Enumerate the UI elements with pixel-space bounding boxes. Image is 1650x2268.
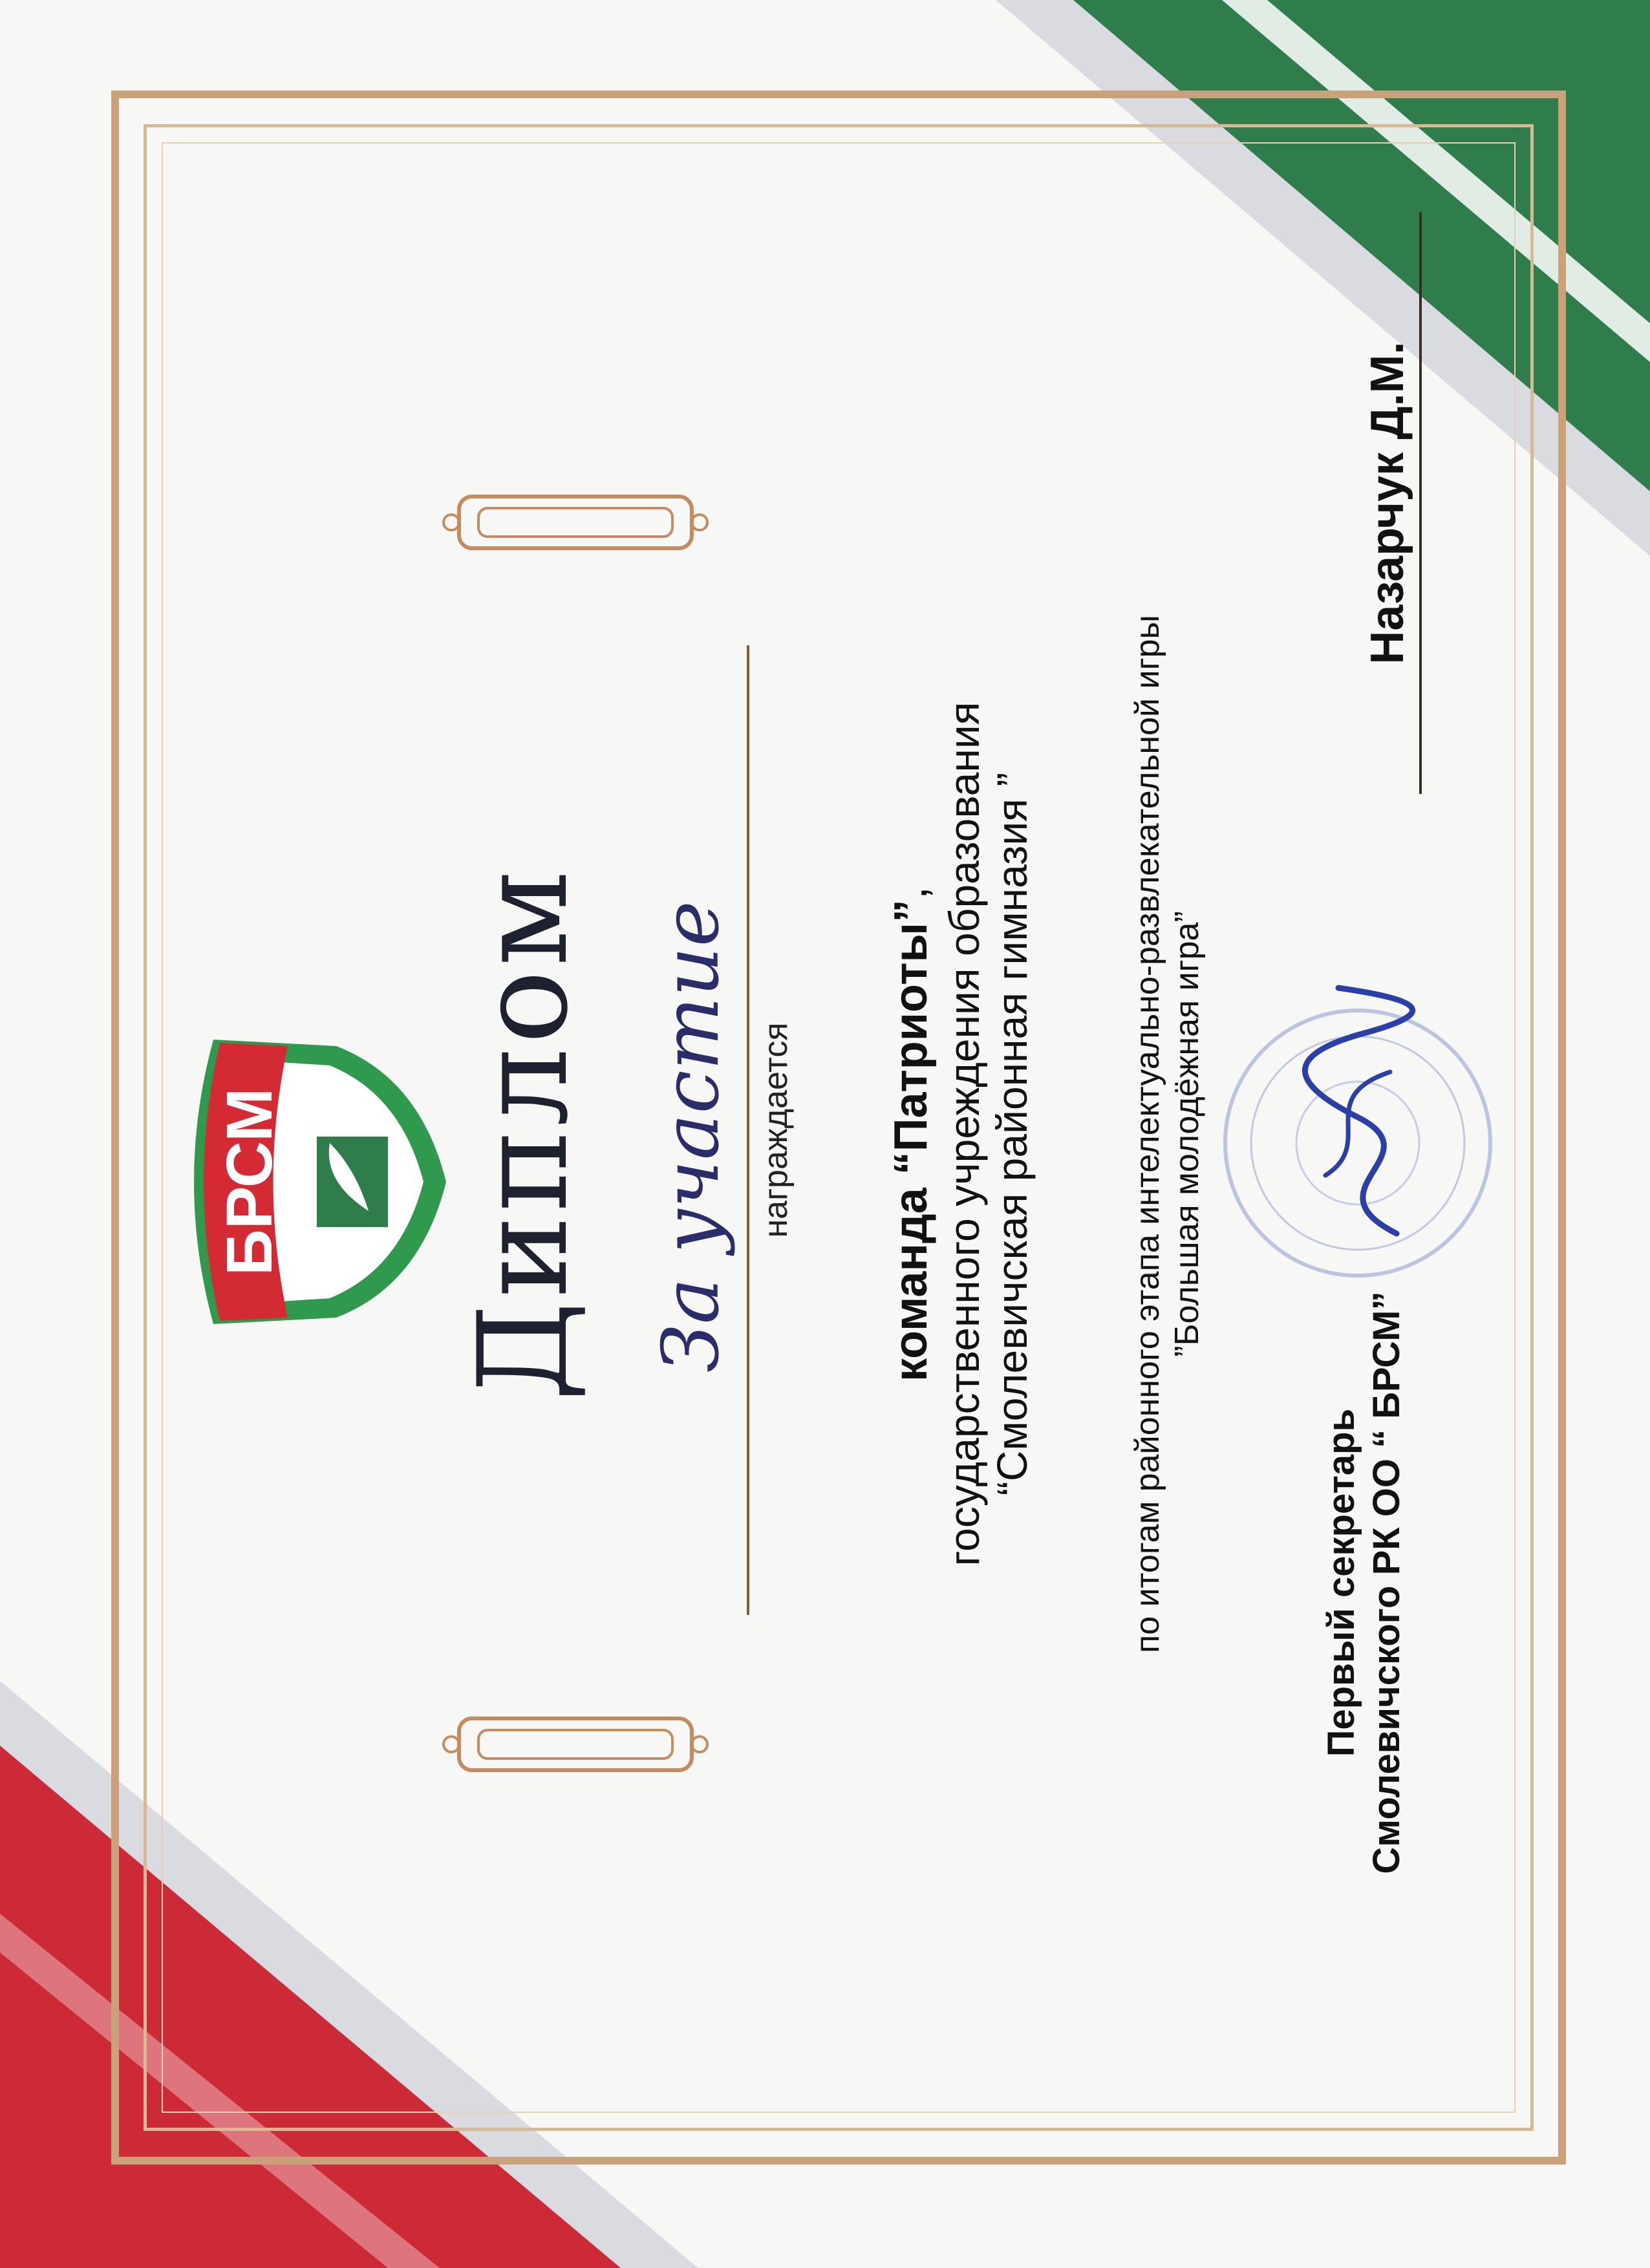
- signer-title: [1319, 1195, 1409, 1971]
- signer-underline: [1419, 212, 1422, 794]
- ornament-left: [440, 1706, 711, 1783]
- logo-text: БРСМ: [213, 1087, 286, 1276]
- signer-title-line2: Смолевичского РК ОО “ БРСМ”: [1365, 1291, 1408, 1874]
- result-text: [1128, 453, 1208, 1815]
- brsm-logo: [175, 1014, 453, 1350]
- result-line2: ”Большая молодёжная игра”: [1168, 911, 1206, 1357]
- team-line: [886, 453, 937, 1815]
- handwritten-award: За участие: [647, 901, 736, 1373]
- diploma-title: Диплом: [452, 866, 595, 1402]
- handwritten-underline: [747, 645, 749, 1615]
- institution-line1: государственного учреждения образования: [940, 701, 988, 1567]
- awarded-label: награждается: [757, 1022, 795, 1238]
- signature: [1267, 975, 1448, 1246]
- team-prefix: команда: [885, 1188, 937, 1382]
- institution-line2: “Смолевичская районная гимназия ”: [987, 772, 1036, 1496]
- signer-title-line1: Первый секретарь: [1320, 1408, 1362, 1757]
- signer-name: Назарчук Д.М.: [1362, 341, 1413, 665]
- ornament-right: [440, 484, 711, 561]
- institution: [941, 453, 1036, 1815]
- team-name: “Патриоты”: [885, 899, 937, 1175]
- team-suffix: ,: [885, 886, 937, 900]
- result-line1: по итогам районного этапа интелектуально-развлекательной игры: [1129, 615, 1166, 1653]
